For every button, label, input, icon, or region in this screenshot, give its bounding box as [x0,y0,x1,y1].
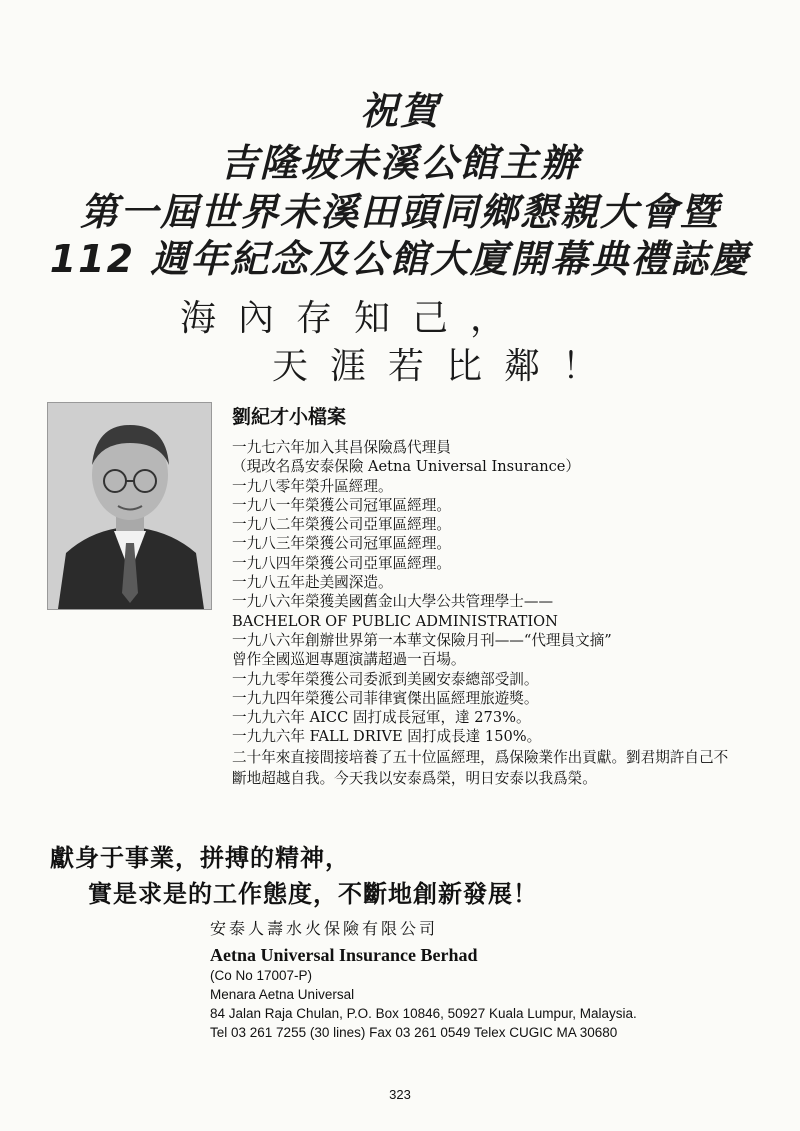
company-info [210,916,637,1042]
profile-line: 一九九六年 AICC 固打成長冠軍，達 273%。 [232,709,531,727]
profile-line: 一九八四年榮獲公司亞軍區經理。 [232,554,451,572]
profile-line: 一九八零年榮升區經理。 [232,477,393,495]
profile-line: BACHELOR OF PUBLIC ADMINISTRATION [232,612,558,630]
slogan-line-1: 獻身于事業，拼搏的精神， [50,844,350,872]
profile-line: 一九八六年榮獲美國舊金山大學公共管理學士—— [232,593,554,611]
company-address: 84 Jalan Raja Chulan, P.O. Box 10846, 50927 Kuala Lumpur, Malaysia. [210,1006,637,1021]
profile-line: 曾作全國巡迴專題演講超過一百場。 [232,651,466,669]
profile-line: 一九八五年赴美國深造。 [232,574,393,592]
company-contact: Tel 03 261 7255 (30 lines) Fax 03 261 0549 Telex CUGIC MA 30680 [210,1025,618,1040]
profile-line: 一九九六年 FALL DRIVE 固打成長達 150%。 [232,728,542,746]
profile-line: 一九八六年創辦世界第一本華文保險月刊——“代理員文摘” [232,631,612,649]
profile-line: （現改名爲安泰保險 Aetna Universal Insurance） [232,458,581,476]
heading-anniversary: 112 週年紀念及公館大廈開幕典禮誌慶 [49,237,751,281]
profile-line: 一九八三年榮獲公司冠軍區經理。 [232,535,451,553]
company-building: Menara Aetna Universal [210,987,355,1002]
profile-summary: 二十年來直接間接培養了五十位區經理，爲保險業作出貢獻。劉君期許自己不斷地超越自我。今天我以安泰爲榮，明日安泰以我爲榮。 [232,748,729,787]
slogan-line-2: 實是求是的工作態度，不斷地創新發展！ [88,880,538,908]
portrait-illustration [48,403,211,609]
heading-congratulations: 祝賀 [359,89,440,133]
company-name-chinese: 安泰人壽水火保險有限公司 [210,919,439,938]
company-name-english: Aetna Universal Insurance Berhad [210,945,478,965]
profile-line: 一九七六年加入其昌保險爲代理員 [232,439,451,456]
page-number: 323 [389,1087,411,1102]
heading-organizer: 吉隆坡未溪公館主辦 [219,141,580,185]
profile-timeline [232,438,752,789]
heading-event: 第一屆世界未溪田頭同鄉懇親大會暨 [79,190,720,234]
profile-line: 一九九零年榮獲公司委派到美國安泰總部受訓。 [232,670,539,688]
portrait-photo [47,402,212,610]
profile-line: 一九八一年榮獲公司冠軍區經理。 [232,496,451,514]
profile-line: 一九八二年榮獲公司亞軍區經理。 [232,516,451,534]
company-registration: (Co No 17007-P) [210,968,313,983]
profile-title: 劉紀才小檔案 [232,406,347,428]
poem-line-1: 海內存知己， [180,298,529,339]
poem-line-2: 天涯若比鄰！ [272,346,621,387]
profile-line: 一九九四年榮獲公司菲律賓傑出區經理旅遊獎。 [232,689,539,707]
